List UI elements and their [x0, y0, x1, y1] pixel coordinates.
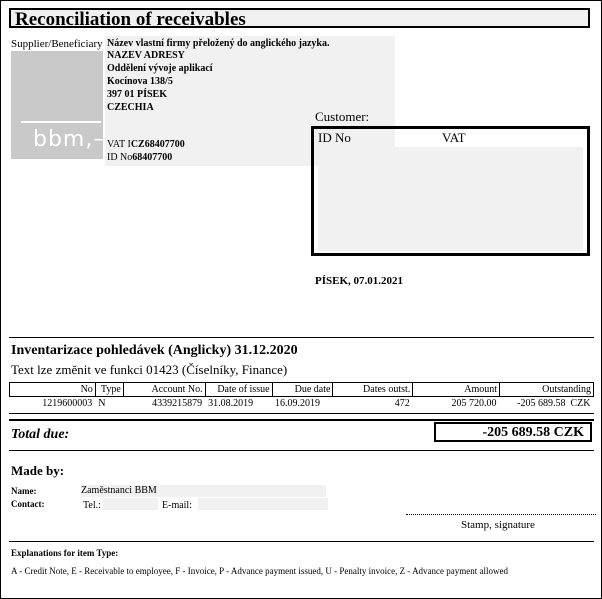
logo-text: bbm,–: [33, 127, 106, 152]
explanations-text: A - Credit Note, E - Receivable to employee, F - Invoice, P - Advance payment issued, U - Penalty invoice, Z - Advance payment allowed: [11, 566, 509, 576]
supplier-vat-label: VAT I: [107, 139, 131, 150]
total-divider: [9, 419, 594, 421]
cell-outstanding-value: -205 689.58: [517, 398, 566, 409]
cell-account: 4339215879: [152, 398, 203, 409]
supplier-id-label: ID No: [107, 152, 133, 163]
items-table: [9, 382, 594, 410]
made-by-title: Made by:: [11, 463, 65, 478]
customer-id-label: ID No: [318, 130, 351, 145]
supplier-vat: [107, 139, 185, 151]
name-field: [81, 485, 326, 497]
document-title: Reconciliation of receivables: [9, 8, 590, 28]
supplier-vat-value: CZ68407700: [130, 139, 185, 150]
inventory-title: Inventarizace pohledávek (Anglicky) 31.12.2020: [11, 343, 298, 358]
contact-label: Contact:: [11, 499, 45, 509]
col-header-outst: Dates outst.: [333, 383, 413, 397]
col-header-outstanding: Outstanding: [500, 383, 594, 397]
total-value: -205 689.58 CZK: [434, 422, 592, 442]
name-label: Name:: [11, 486, 37, 496]
col-header-no: No: [10, 383, 96, 397]
email-field: [198, 498, 328, 510]
supplier-id-value: 68407700: [132, 152, 173, 163]
col-header-due: Due date: [272, 383, 333, 397]
total-label: Total due:: [11, 427, 70, 442]
table-bottom-divider: [9, 413, 594, 414]
stamp-label: Stamp, signature: [461, 519, 535, 531]
cell-amount: 205 720.00: [451, 398, 497, 409]
table-row: [10, 397, 594, 411]
cell-issue: 31.08.2019: [208, 398, 254, 409]
explanations-divider: [9, 541, 594, 542]
col-header-issue: Date of issue: [205, 383, 272, 397]
customer-label: Customer:: [315, 109, 370, 124]
supplier-name: Název vlastní firmy přeložený do anglického jazyka.: [107, 38, 330, 49]
place-date: PÍSEK, 07.01.2021: [315, 275, 404, 287]
supplier-street: Kocínova 138/5: [107, 76, 173, 87]
supplier-country: CZECHIA: [107, 102, 154, 113]
cell-currency: CZK: [570, 398, 591, 409]
supplier-department: Oddělení vývoje aplikací: [107, 63, 213, 74]
explanations-title: Explanations for item Type:: [11, 548, 119, 558]
made-by-divider: [9, 450, 594, 451]
supplier-id: [107, 152, 172, 164]
company-logo: [11, 51, 106, 159]
cell-outst: 472: [394, 398, 410, 409]
cell-no: 1219600003: [42, 398, 93, 409]
cell-type: N: [98, 398, 106, 409]
supplier-label: Supplier/Beneficiary: [11, 38, 103, 50]
section-divider: [9, 337, 594, 338]
logo-divider: [21, 121, 101, 123]
name-value: Zaměstnanci BBM: [81, 485, 157, 496]
signature-line: [406, 514, 596, 515]
customer-address-area: [318, 147, 583, 251]
supplier-address-name: NAZEV ADRESY: [107, 50, 185, 61]
tel-label: Tel.:: [83, 500, 101, 511]
supplier-city: 397 01 PÍSEK: [107, 89, 168, 100]
customer-box: [311, 126, 590, 256]
table-header-row: [10, 383, 594, 397]
customer-vat-label: VAT: [442, 130, 466, 145]
col-header-account: Account No.: [123, 383, 205, 397]
col-header-amount: Amount: [413, 383, 500, 397]
col-header-type: Type: [95, 383, 123, 397]
cell-outstanding: [500, 397, 594, 411]
cell-due: 16.09.2019: [275, 398, 321, 409]
email-label: E-mail:: [162, 500, 192, 511]
inventory-subtitle: Text lze změnit ve funkci 01423 (Číselníky, Finance): [11, 362, 288, 377]
tel-field: [103, 498, 158, 510]
